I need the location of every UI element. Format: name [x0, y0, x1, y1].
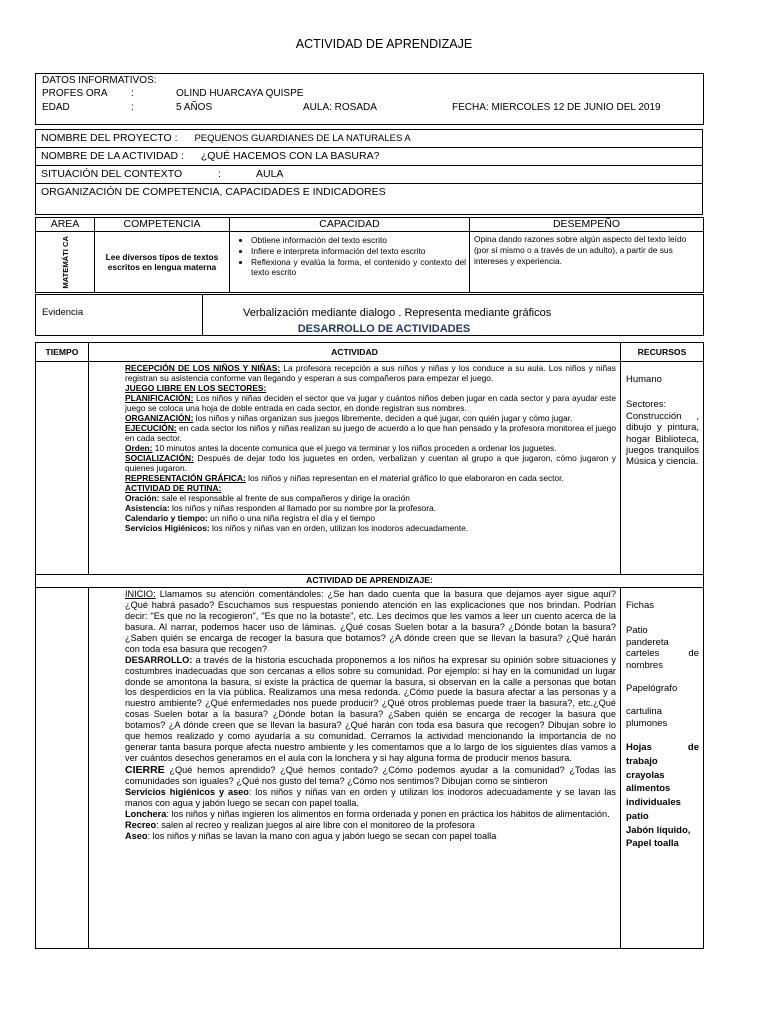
- asistencia: [125, 503, 616, 513]
- aseo: [125, 831, 616, 842]
- aseo-text: : los niños y niñas se lavan la mano con agua y jabón luego se secan con papel toalla: [147, 831, 497, 842]
- recepcion-label: RECEPCIÓN DE LOS NIÑOS Y NIÑAS:: [125, 363, 281, 373]
- aprendizaje-title: ACTIVIDAD DE APRENDIZAJE:: [36, 575, 704, 588]
- document-title: ACTIVIDAD DE APRENDIZAJE: [295, 37, 473, 51]
- calendario: [125, 513, 616, 523]
- proyecto-value: PEQUENOS GUARDIANES DE LA NATURALES A: [194, 133, 411, 144]
- calendario-label: Calendario y tiempo:: [125, 513, 208, 523]
- servicios-aseo: [125, 787, 616, 809]
- recursos-aprendizaje-cell: [621, 588, 704, 949]
- cierre-text: ¿Qué hemos aprendido? ¿Qué hemos contado? ¿Cómo podemos ayudar a la comunidad? ¿Todas las comunidades son iguales? ¿Qué nos gusto del tema? ¿Cómo nos sentimos? Dibujan como se sintieron: [125, 765, 616, 787]
- header-competencia: COMPETENCIA: [95, 218, 230, 232]
- rutina-label: ACTIVIDAD DE RUTINA:: [125, 483, 222, 493]
- representacion-label: REPRESENTACIÓN GRÁFICA:: [125, 473, 246, 483]
- recurso-plumones: plumones: [626, 717, 668, 729]
- recurso-sectores: Sectores:: [626, 399, 667, 411]
- proyecto-label: NOMBRE DEL PROYECTO :: [41, 132, 178, 144]
- oracion-text: sale el responsable al frente de sus compañeros y dirige la oración: [159, 493, 410, 503]
- profesora-label: PROFES ORA: [42, 88, 108, 99]
- cierre: [125, 764, 616, 787]
- actividad-row: [36, 148, 703, 166]
- asistencia-text: los niños y niñas responden al llamado por su nombre por la profesora.: [169, 503, 436, 513]
- rutina-cell: [89, 362, 621, 575]
- organizacion-label: ORGANIZACIÓN:: [125, 413, 194, 423]
- capacidad-item: • Infiere e interpreta información del texto escrito: [251, 246, 466, 256]
- recurso-papel: Papel toalla: [626, 838, 679, 850]
- representacion-text: los niños y niñas representan en el material gráfico lo que elaboraron en cada sector.: [245, 473, 564, 483]
- lonchera-text: : los niños y niñas ingieren los alimentos en forma ordenada y ponen en práctica los hábitos de alimentación.: [166, 809, 610, 820]
- situacion-label: SITUACIÓN DEL CONTEXTO: [41, 168, 183, 180]
- orden-label: Orden:: [125, 443, 153, 453]
- competencias-table: [35, 217, 704, 293]
- edad-label: EDAD: [42, 102, 70, 113]
- desarrollo-table: [35, 342, 704, 949]
- recurso-crayolas: crayolas: [626, 769, 665, 781]
- oracion-label: Oración:: [125, 493, 160, 503]
- tiempo-cell: [36, 362, 89, 575]
- servicios-aseo-text: : los niños y niñas van en orden y utilizan los inodoros adecuadamente y se lavan las manos con agua y jabón luego se secan con papel toalla.: [125, 787, 616, 809]
- lonchera-label: Lonchera: [125, 809, 167, 820]
- inicio-text: Llamamos su atención comentándoles: ¿Se han dado cuenta que la basura que dejamos ayer sigue aquí? ¿Qué habrá pasado? Escuchamos sus respuestas poniendo atención en las explicaciones que nos brindan. Podrían decir: "Es que no la recogieron", "Es que no la botaste", etc. Les decimos que les vamos a leer un cuento acerca de la basura. Al narrar, podemos hacer uso de láminas. ¿Qué cosas Suelen botar a la basura? ¿Dónde botan la basura? ¿Saben quién se encarga de recoger la basura que botamos? ¿A dónde creen que se llevan la basura? ¿Qué harán con toda esa basura que recogen?: [125, 589, 616, 654]
- proyecto-row: [36, 130, 703, 148]
- aprendizaje-block: [125, 589, 616, 842]
- socializacion-text: Después de dejar todo los juguetes en orden, verbalizan y cuentan al grupo a que jugaron, cómo jugaron y quienes jugaron.: [125, 453, 616, 473]
- lonchera: [125, 809, 616, 820]
- recurso-hojas: Hojas de trabajo: [626, 742, 699, 767]
- oracion: [125, 493, 616, 503]
- recursos-bold-list: [626, 741, 699, 851]
- header-desempeno: DESEMPEÑO: [470, 218, 704, 232]
- recurso-cartulina: cartulina: [626, 706, 662, 718]
- desarrollo: [125, 655, 616, 764]
- organizacion-row: [36, 184, 703, 215]
- planificacion: [125, 393, 616, 413]
- edad-value: 5 AÑOS: [176, 102, 213, 113]
- ejecucion: [125, 423, 616, 443]
- recepcion-text: La profesora recepción a sus niños y niñas y los conduce a su aula. Los niños y niñas registran su asistencia conforme van llegando y esperan a sus compañeros para empezar el juego.: [125, 363, 616, 383]
- servicios-aseo-label: Servicios higiénicos y aseo: [125, 787, 249, 798]
- area-value: MATEMÁTI CA: [60, 235, 70, 289]
- area-cell: [36, 232, 95, 293]
- desarrollo-label: DESARROLLO:: [125, 654, 193, 665]
- desarrollo-text: a través de la historia escuchada proponemos a los niños ha expresar su opinión sobre situaciones y costumbres inadecuadas que son cercanas a ellos sobre su comunidad. Por ejemplo: si hay en la comunidad un lugar donde se amontona la basura, si existe la práctica de quemar la basura, si observan en la calle a personas que botan los desperdicios en la vía pública. Realizamos una mesa redonda. ¿Cómo puede la basura afectar a las personas y a nuestro ambiente? ¿Qué enfermedades nos puede producir? ¿Qué otros problemas puede traer la basura?, etc.¿Qué cosas Suelen botar a la basura? ¿Dónde botan la basura? ¿Saben quién se encarga de recoger la basura que botamos? ¿A dónde creen que se llevan la basura? ¿Qué harán con toda esa basura que recogen? Dibujan sobre lo que hemos realizado y como ayudaría a su comunidad. Cerramos la actividad mencionando la importancia de no generar tanta basura porque afecta nuestro ambiente y les comentamos que a lo largo de los siguientes días vamos a ver cuántos desechos generamos en el aula con la lonchera y si hay alguna forma de producir menos basura.: [125, 654, 616, 764]
- recurso-alimentos: alimentos individuales: [626, 783, 681, 809]
- situacion-colon: :: [218, 168, 221, 180]
- datos-informativos-box: [35, 73, 704, 125]
- recurso-papelografo: Papelógrafo: [626, 682, 678, 694]
- capacidad-item: • Obtiene información del texto escrito: [251, 235, 466, 245]
- planificacion-label: PLANIFICACIÓN:: [125, 393, 194, 403]
- aseo-label: Aseo: [125, 831, 148, 842]
- header-actividad: ACTIVIDAD: [89, 343, 621, 362]
- organizacion-label: ORGANIZACIÓN DE COMPETENCIA, CAPACIDADES E INDICADORES: [41, 186, 386, 198]
- recurso-patio-2: patio: [626, 810, 649, 822]
- juego-label: JUEGO LIBRE EN LOS SECTORES:: [125, 383, 267, 393]
- header-area: AREA: [36, 218, 95, 232]
- recurso-patio: Patio: [626, 625, 648, 637]
- desempeno-value: Opina dando razones sobre algún aspecto del texto leído (por sí mismo o a través de un adulto), a partir de sus intereses y experiencia.: [470, 232, 704, 293]
- evidencia-value: Verbalización mediante dialogo . Representa mediante gráficos: [203, 295, 704, 336]
- header-tiempo: TIEMPO: [36, 343, 89, 362]
- organizacion: [125, 413, 616, 423]
- socializacion-label: SOCIALIZACIÓN:: [125, 453, 194, 463]
- socializacion: [125, 453, 616, 473]
- recreo-label: Recreo: [125, 820, 157, 831]
- situacion-row: [36, 166, 703, 184]
- capacidad-item: • Reflexiona y evalúa la forma, el contenido y contexto del texto escrito: [251, 257, 466, 277]
- tiempo-cell-2: [36, 588, 89, 949]
- datos-heading: DATOS INFORMATIVOS:: [42, 75, 157, 86]
- fecha-value: FECHA: MIERCOLES 12 DE JUNIO DEL 2019: [452, 102, 661, 113]
- rutina-block: [125, 363, 616, 533]
- project-table: [35, 129, 703, 215]
- capacidad-cell: [230, 232, 470, 293]
- planificacion-text: Los niños y niñas deciden el sector que va jugar y cuántos niños deben jugar en cada sector y para ayudar este juego se coloca una hoja de doble entrada en cada sector, en donde registran sus nombres.: [125, 393, 616, 413]
- recreo-text: : salen al recreo y realizan juegos al aire libre con el monitoreo de la profesora: [156, 820, 475, 831]
- actividad-label: NOMBRE DE LA ACTIVIDAD :: [41, 150, 184, 162]
- recurso-fichas: Fichas: [626, 600, 654, 611]
- ejecucion-label: EJECUCIÓN:: [125, 423, 177, 433]
- inicio-label: INICIO:: [125, 589, 156, 599]
- recursos-rutina-cell: [621, 362, 704, 575]
- recurso-pandereta: pandereta: [626, 636, 669, 648]
- calendario-text: un niño o una niña registra el día y el tiempo: [207, 513, 375, 523]
- recurso-carteles: carteles de nombres: [626, 648, 699, 671]
- servicios-label: Servicios Higiénicos:: [125, 523, 210, 533]
- recepcion: [125, 363, 616, 383]
- desarrollo-title: DESARROLLO DE ACTIVIDADES: [297, 323, 471, 335]
- profesora-value: OLIND HUARCAYA QUISPE: [176, 88, 304, 99]
- cierre-label: CIERRE: [125, 764, 165, 776]
- situacion-value: AULA: [256, 168, 284, 180]
- orden-text: 10 minutos antes la docente comunica que el juego va terminar y los niños proceden a ordenar los juguetes.: [152, 443, 557, 453]
- recreo: [125, 820, 616, 831]
- actividad-rutina: [125, 483, 616, 493]
- recurso-sectores-list: Construcción , dibujo y pintura, hogar Biblioteca, juegos tranquilos Música y ciencia.: [626, 410, 699, 468]
- organizacion-text: los niños y niñas organizan sus juegos libremente, deciden a qué jugar, con quién jugar y cómo jugar.: [193, 413, 573, 423]
- aprendizaje-cell: [89, 588, 621, 949]
- profesora-colon: :: [131, 88, 134, 99]
- ejecucion-text: en cada sector los niños y niñas realizan su juego de acuerdo a lo que han pensado y la profesora monitorea el juego en cada sector.: [125, 423, 616, 443]
- evidencia-label: Evidencia: [36, 295, 203, 336]
- representacion: [125, 473, 616, 483]
- header-capacidad: CAPACIDAD: [230, 218, 470, 232]
- header-recursos: RECURSOS: [621, 343, 704, 362]
- asistencia-label: Asistencia:: [125, 503, 170, 513]
- competencia-value: Lee diversos tipos de textos escritos en lengua materna: [95, 232, 230, 293]
- juego-libre: [125, 383, 616, 393]
- servicios: [125, 523, 616, 533]
- inicio: [125, 589, 616, 655]
- recurso-humano: Humano: [626, 374, 662, 385]
- servicios-text: los niños y niñas van en orden, utilizan los inodoros adecuadamente.: [209, 523, 469, 533]
- orden: [125, 443, 616, 453]
- recurso-jabon: Jabón líquido,: [626, 824, 691, 836]
- capacidad-list: [233, 235, 466, 277]
- aula-value: AULA: ROSADA: [303, 102, 377, 113]
- actividad-value: ¿QUÉ HACEMOS CON LA BASURA?: [200, 150, 380, 162]
- edad-colon: :: [131, 102, 134, 113]
